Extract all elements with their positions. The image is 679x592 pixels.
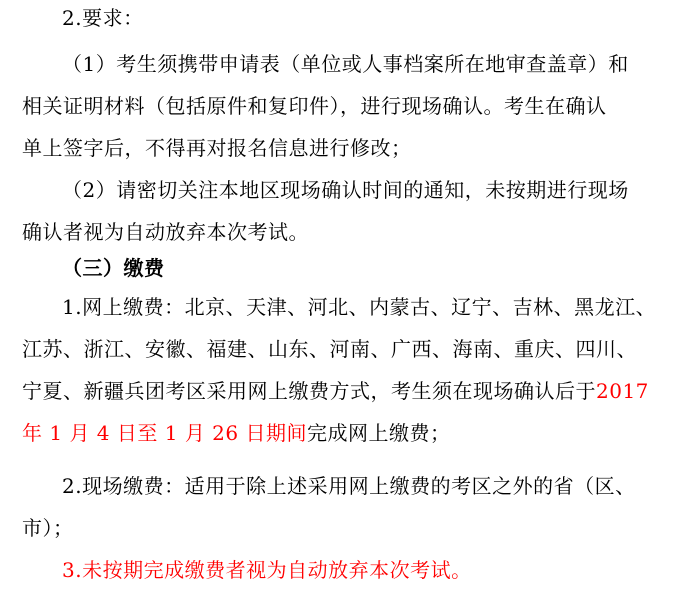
section-heading-payment: [62, 256, 165, 280]
paragraph-text: （1）考生须携带申请表（单位或人事档案所在地审查盖章）和: [62, 52, 629, 76]
section-heading-text: 2.要求：: [62, 6, 144, 30]
highlight-year: 2017: [596, 379, 649, 403]
paragraph-text: 江苏、浙江、安徽、福建、山东、河南、广西、海南、重庆、四川、: [22, 337, 637, 361]
paragraph-text: 2.现场缴费：适用于除上述采用网上缴费的考区之外的省（区、: [62, 474, 636, 498]
paragraph-text: 市）；: [22, 516, 74, 540]
payment-onsite-line-1: [62, 474, 636, 498]
requirement-item-1-line-1: [62, 52, 629, 76]
payment-online-line-1: [62, 295, 656, 319]
paragraph-text: 完成网上缴费；: [306, 421, 451, 445]
payment-online-line-2: [22, 337, 637, 361]
requirement-item-2-line-2: [22, 220, 309, 244]
section-heading-requirements: [62, 6, 144, 30]
paragraph-text: 确认者视为自动放弃本次考试。: [22, 220, 309, 244]
paragraph-text: 宁夏、新疆兵团考区采用网上缴费方式，考生须在现场确认后于: [22, 379, 596, 403]
highlight-date-range: 年 1 月 4 日至 1 月 26 日期间: [22, 421, 307, 445]
requirement-item-2-line-1: [62, 178, 629, 202]
paragraph-text: （2）请密切关注本地区现场确认时间的通知，未按期进行现场: [62, 178, 629, 202]
requirement-item-1-line-3: [22, 136, 412, 160]
requirement-item-1-line-2: [22, 94, 607, 118]
payment-online-line-3: [22, 379, 649, 403]
payment-onsite-line-2: [22, 516, 74, 540]
payment-online-line-4: [22, 421, 450, 445]
section-heading-text: （三）缴费: [62, 256, 165, 280]
payment-deadline-warning: [62, 558, 472, 582]
paragraph-text: 单上签字后，不得再对报名信息进行修改；: [22, 136, 412, 160]
paragraph-text: 1.网上缴费：北京、天津、河北、内蒙古、辽宁、吉林、黑龙江、: [62, 295, 657, 319]
paragraph-text: 相关证明材料（包括原件和复印件），进行现场确认。考生在确认: [22, 94, 607, 118]
warning-text: 3.未按期完成缴费者视为自动放弃本次考试。: [62, 558, 472, 582]
